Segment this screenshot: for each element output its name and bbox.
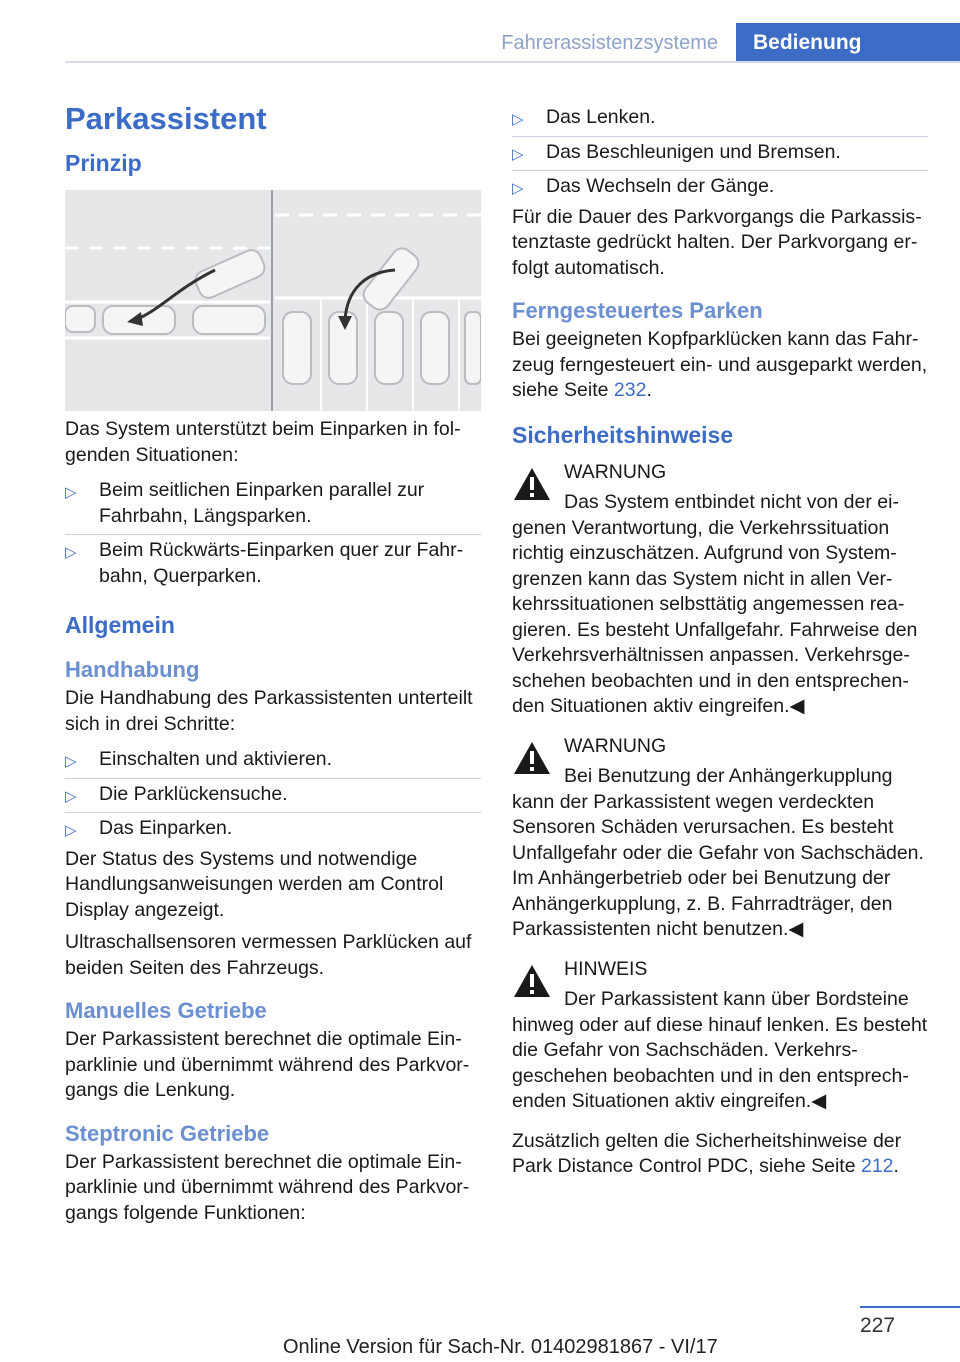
heading-steptronic-getriebe: Steptronic Getriebe [65,1120,270,1146]
page-link-232[interactable]: 232 [613,379,647,401]
heading-manuelles-getriebe: Manuelles Getriebe [65,998,267,1023]
list-item: ▷ Die Parklückensuche. [65,779,481,814]
dauer-text: Für die Dauer des Parkvorgangs die Parkassistenztaste gedrückt halten. Der Parkvorgang erfolgt automatisch. [512,205,922,279]
right-column [512,102,928,1187]
warning-block-2 [512,734,928,943]
ultraschall-text: Ultraschallsensoren vermessen Parklücken auf beiden Seiten des Fahrzeugs. [65,931,472,979]
warning-triangle-icon [512,466,552,502]
triangle-bullet-icon: ▷ [65,822,77,839]
left-column [65,96,481,1233]
list-item: ▷ Das Lenken. [512,102,928,137]
warning-label: WARNUNG [564,460,667,483]
header-divider [65,61,960,63]
notice-block [512,957,928,1115]
footer-divider [860,1306,960,1308]
list-item: ▷ Einschalten und aktivieren. [65,744,481,779]
header-section-title: Fahrerassistenzsysteme [501,32,718,54]
prinzip-list [65,475,481,594]
triangle-bullet-icon: ▷ [65,544,77,561]
status-text: Der Status des Systems und notwendige Handlungsanweisungen werden am Control Display angezeigt. [65,847,444,921]
warning-label: WARNUNG [564,734,667,757]
list-item: ▷ Beim seitlichen Einparken parallel zur Fahrbahn, Längsparken. [65,475,481,535]
warning-block-1 [512,460,928,720]
heading-sicherheitshinweise: Sicherheitshinweise [512,421,734,448]
prinzip-text: Das System unterstützt beim Einparken in folgenden Situationen: [65,418,461,466]
heading-handhabung: Handhabung [65,657,200,682]
list-item: ▷ Beim Rückwärts-Einparken quer zur Fahrbahn, Querparken. [65,539,464,587]
fern-text: Bei geeigneten Kopfparklücken kann das Fahrzeug ferngesteuert ein- und ausgeparkt werden, siehe Seite 232. [512,328,928,401]
steptronic-list [512,102,928,205]
notice-label: HINWEIS [564,957,648,980]
triangle-bullet-icon: ▷ [512,111,524,128]
warning-triangle-icon [512,963,552,999]
list-item: ▷ Das Wechseln der Gänge. [512,171,928,205]
triangle-bullet-icon: ▷ [65,753,77,770]
warning-triangle-icon [512,740,552,776]
list-item: ▷ Das Beschleunigen und Bremsen. [512,137,928,172]
page-title: Parkassistent [65,101,267,136]
list-item: ▷ Das Einparken. [65,813,481,847]
page-number: 227 [860,1314,896,1337]
header-chapter-tab[interactable]: Bedienung [736,23,960,63]
triangle-bullet-icon: ▷ [512,180,524,197]
triangle-bullet-icon: ▷ [65,787,77,805]
parking-illustration [65,190,481,411]
footer-online-version: Online Version für Sach-Nr. 01402981867 - VI/17 [283,1336,718,1358]
heading-ferngesteuertes-parken: Ferngesteuertes Parken [512,298,763,323]
manuell-text: Der Parkassistent berechnet die optimale Einparklinie und übernimmt während des Parkvorgangs die Lenkung. [65,1028,470,1101]
handhabung-text: Die Handhabung des Parkassistenten unterteilt sich in drei Schritte: [65,687,473,735]
steptronic-text: Der Parkassistent berechnet die optimale Einparklinie und übernimmt während des Parkvorgangs folgende Funktionen: [65,1150,470,1224]
heading-allgemein: Allgemein [65,612,175,638]
triangle-bullet-icon: ▷ [512,145,524,163]
heading-prinzip: Prinzip [65,150,142,176]
handhabung-list [65,744,481,847]
notice-text: Der Parkassistent kann über Bordsteine hinweg oder auf diese hinauf lenken. Es besteht die Gefahr von Sachschäden. Verkehrsgeschehen beobachten und in den entsprechenden Situationen aktiv eingreifen.◀ [512,988,928,1112]
page-link-212[interactable]: 212 [860,1155,894,1177]
warning-text: Das System entbindet nicht von der eigenen Verantwortung, die Verkehrssituation richtig einzuschätzen. Aufgrund von Systemgrenzen kann das System nicht in allen Verkehrssituationen selbsttätig angemessen reagieren. Es besteht Unfallgefahr. Fahrweise den Verkehrsverhältnissen anpassen. Verkehrsgeschehen beobachten und in den entsprechenden Situationen aktiv eingreifen.◀ [512,491,918,717]
triangle-bullet-icon: ▷ [65,484,77,501]
warning-text: Bei Benutzung der Anhängerkupplung kann der Parkassistent wegen verdeckten Sensoren Schäden verursachen. Es besteht Unfallgefahr oder die Gefahr von Sachschäden. Im Anhängerbetrieb oder bei Benutzung der Anhängerkupplung, z. B. Fahrradträger, den Parkassistenten nicht benutzen.◀ [512,765,924,940]
zusaetzlich-text: Zusätzlich gelten die Sicherheitshinweise der Park Distance Control PDC, siehe Seite 212. [512,1129,902,1177]
